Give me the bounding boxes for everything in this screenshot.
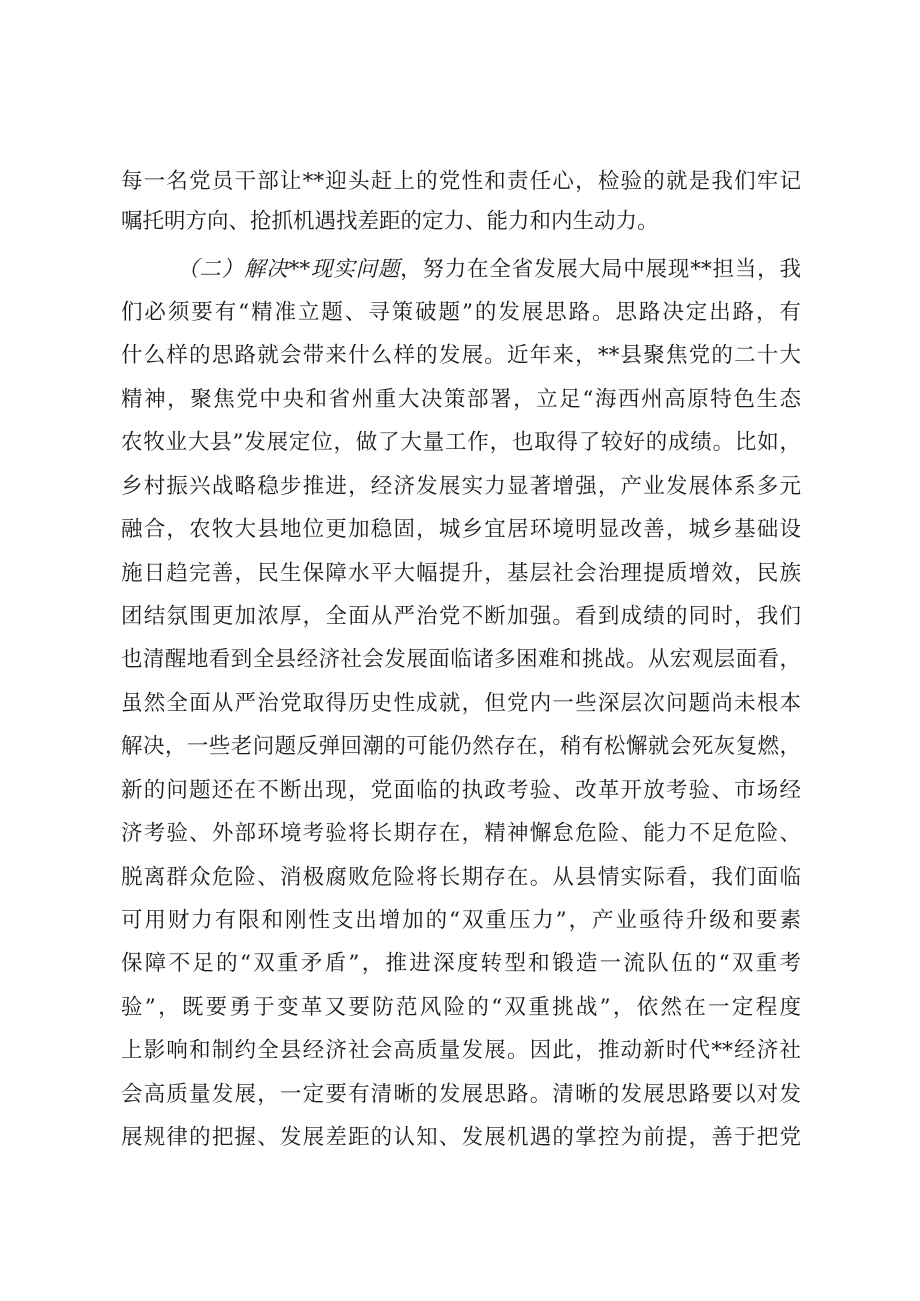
paragraph2-line: 虽然全面从严治党取得历史性成就，但党内一些深层次问题尚未根本 (121, 691, 801, 716)
section-heading: （二）解决**现实问题 (177, 257, 401, 282)
paragraph2-line: 施日趋完善，民生保障水平大幅提升，基层社会治理提质增效，民族 (121, 561, 801, 586)
paragraph2-line: 解决，一些老问题反弹回潮的可能仍然存在，稍有松懈就会死灰复燃， (121, 734, 801, 759)
paragraph2-line: 上影响和制约全县经济社会高质量发展。因此，推动新时代**经济社 (121, 1038, 801, 1063)
paragraph2-line: 团结氛围更加浓厚，全面从严治党不断加强。看到成绩的同时，我们 (121, 604, 801, 629)
paragraph1-line-1: 每一名党员干部让**迎头赶上的党性和责任心，检验的就是我们牢记 (121, 169, 801, 194)
paragraph2-line: 济考验、外部环境考验将长期存在，精神懈怠危险、能力不足危险、 (121, 821, 801, 846)
paragraph2-line: 会高质量发展，一定要有清晰的发展思路。清晰的发展思路要以对发 (121, 1082, 801, 1107)
paragraph2-line: 可用财力有限和刚性支出增加的“双重压力”，产业亟待升级和要素 (121, 908, 801, 933)
paragraph2-line: 验”，既要勇于变革又要防范风险的“双重挑战”，依然在一定程度 (121, 995, 801, 1020)
paragraph2-line: 新的问题还在不断出现，党面临的执政考验、改革开放考验、市场经 (121, 778, 801, 803)
paragraph2-line-1 (177, 250, 801, 290)
paragraph2-line: 融合，农牧大县地位更加稳固，城乡宜居环境明显改善，城乡基础设 (121, 517, 801, 542)
paragraph2-line: 乡村振兴战略稳步推进，经济发展实力显著增强，产业发展体系多元 (121, 474, 801, 499)
paragraph2-line: 也清醒地看到全县经济社会发展面临诸多困难和挑战。从宏观层面看， (121, 647, 801, 672)
paragraph1-line-2: 嘱托明方向、抢抓机遇找差距的定力、能力和内生动力。 (121, 209, 659, 234)
paragraph2-line: 们必须要有“精准立题、寻策破题”的发展思路。思路决定出路，有 (121, 300, 801, 325)
paragraph2-line: 展规律的把握、发展差距的认知、发展机遇的掌控为前提，善于把党 (121, 1125, 801, 1150)
paragraph2-line: 农牧业大县”发展定位，做了大量工作，也取得了较好的成绩。比如， (121, 430, 801, 455)
paragraph2-line: 精神，聚焦党中央和省州重大决策部署，立足“海西州高原特色生态 (121, 387, 801, 412)
paragraph2-line: 脱离群众危险、消极腐败危险将长期存在。从县情实际看，我们面临 (121, 865, 801, 890)
paragraph2-line: 什么样的思路就会带来什么样的发展。近年来，**县聚焦党的二十大 (121, 343, 801, 368)
paragraph2-line-1-rest: ，努力在全省发展大局中展现**担当，我 (400, 257, 801, 282)
paragraph2-line: 保障不足的“双重矛盾”，推进深度转型和锻造一流队伍的“双重考 (121, 951, 801, 976)
